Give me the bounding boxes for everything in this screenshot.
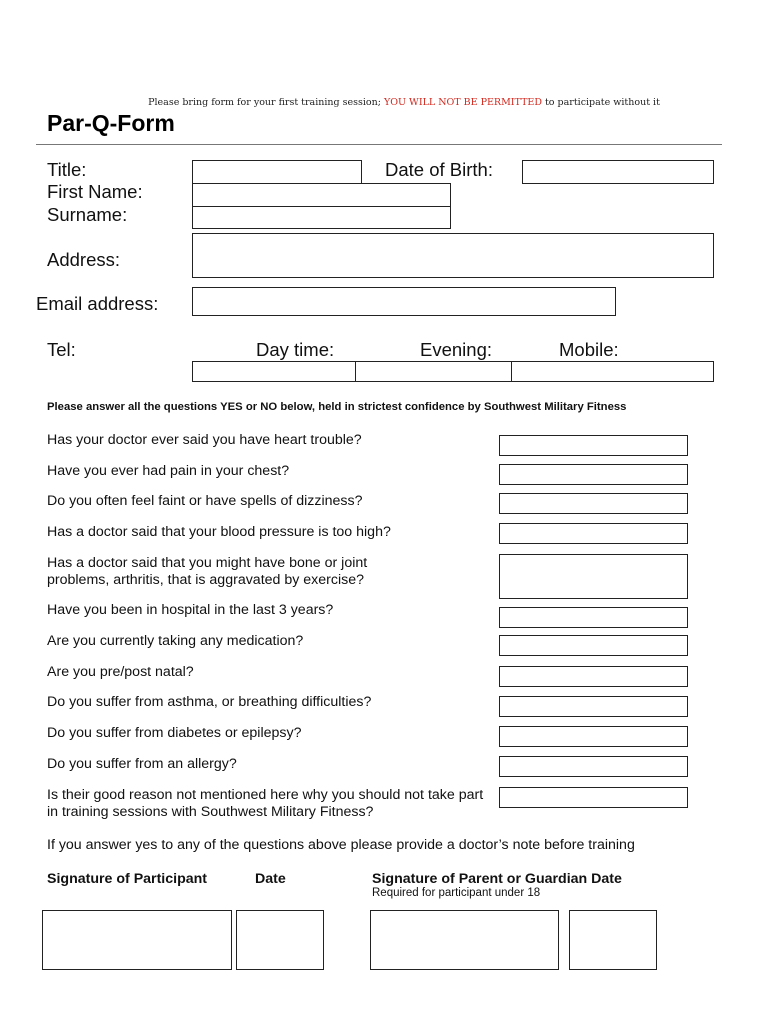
answer-dizziness[interactable] — [499, 493, 688, 514]
question-dizziness: Do you often feel faint or have spells of dizziness? — [47, 493, 363, 509]
email-label: Email address: — [36, 293, 159, 314]
email-input[interactable] — [192, 287, 616, 316]
answer-allergy[interactable] — [499, 756, 688, 777]
question-heart: Has your doctor ever said you have heart trouble? — [47, 432, 362, 448]
question-other-reason: Is their good reason not mentioned here why you should not take part in training sessions with Southwest Military Fitness? — [47, 787, 484, 820]
guardian-signature-label: Signature of Parent or Guardian Date — [372, 871, 622, 887]
address-label: Address: — [47, 249, 121, 270]
question-chest-pain: Have you ever had pain in your chest? — [47, 463, 290, 479]
answer-diabetes[interactable] — [499, 726, 688, 747]
participant-signature-label: Signature of Participant — [47, 871, 208, 887]
form-title: Par-Q-Form — [47, 110, 175, 136]
date-label: Date — [255, 871, 286, 887]
question-allergy: Do you suffer from an allergy? — [47, 756, 237, 772]
answer-asthma[interactable] — [499, 696, 688, 717]
mobile-input[interactable] — [511, 361, 714, 382]
doctor-note-text: If you answer yes to any of the questions above please provide a doctor’s note before training — [47, 837, 635, 853]
answer-blood-pressure[interactable] — [499, 523, 688, 544]
answer-hospital[interactable] — [499, 607, 688, 628]
answer-natal[interactable] — [499, 666, 688, 687]
title-input[interactable] — [192, 160, 362, 184]
first-name-input[interactable] — [192, 183, 451, 207]
answer-other-reason[interactable] — [499, 787, 688, 808]
surname-input[interactable] — [192, 206, 451, 229]
question-blood-pressure: Has a doctor said that your blood pressure is too high? — [47, 524, 391, 540]
notice-after: to participate without it — [541, 97, 660, 108]
day-time-input[interactable] — [192, 361, 356, 382]
surname-label: Surname: — [47, 204, 128, 225]
guardian-date-box[interactable] — [569, 910, 657, 970]
first-name-label: First Name: — [47, 181, 143, 202]
day-time-label: Day time: — [256, 339, 335, 360]
guardian-note: Required for participant under 18 — [372, 887, 541, 899]
evening-input[interactable] — [355, 361, 512, 382]
question-diabetes: Do you suffer from diabetes or epilepsy? — [47, 725, 302, 741]
notice-warning: YOU WILL NOT BE PERMITTED — [383, 97, 542, 108]
date-of-birth-input[interactable] — [522, 160, 714, 184]
answer-heart[interactable] — [499, 435, 688, 456]
answer-chest-pain[interactable] — [499, 464, 688, 485]
tel-label: Tel: — [47, 339, 76, 360]
question-asthma: Do you suffer from asthma, or breathing difficulties? — [47, 694, 372, 710]
title-divider — [36, 144, 722, 145]
participant-date-box[interactable] — [236, 910, 324, 970]
date-of-birth-label: Date of Birth: — [385, 159, 493, 180]
question-natal: Are you pre/post natal? — [47, 664, 194, 680]
answer-medication[interactable] — [499, 635, 688, 656]
question-medication: Are you currently taking any medication? — [47, 633, 304, 649]
title-label: Title: — [47, 159, 87, 180]
notice-text — [0, 97, 770, 108]
question-hospital: Have you been in hospital in the last 3 years? — [47, 602, 334, 618]
instructions-text: Please answer all the questions YES or NO below, held in strictest confidence by Southwest Military Fitness — [47, 401, 627, 413]
evening-label: Evening: — [420, 339, 492, 360]
question-bone-joint: Has a doctor said that you might have bone or joint problems, arthritis, that is aggravated by exercise? — [47, 555, 368, 588]
mobile-label: Mobile: — [559, 339, 619, 360]
answer-bone-joint[interactable] — [499, 554, 688, 599]
notice-before: Please bring form for your first training session; — [148, 97, 384, 108]
participant-signature-box[interactable] — [42, 910, 232, 970]
guardian-signature-box[interactable] — [370, 910, 559, 970]
address-input[interactable] — [192, 233, 714, 278]
